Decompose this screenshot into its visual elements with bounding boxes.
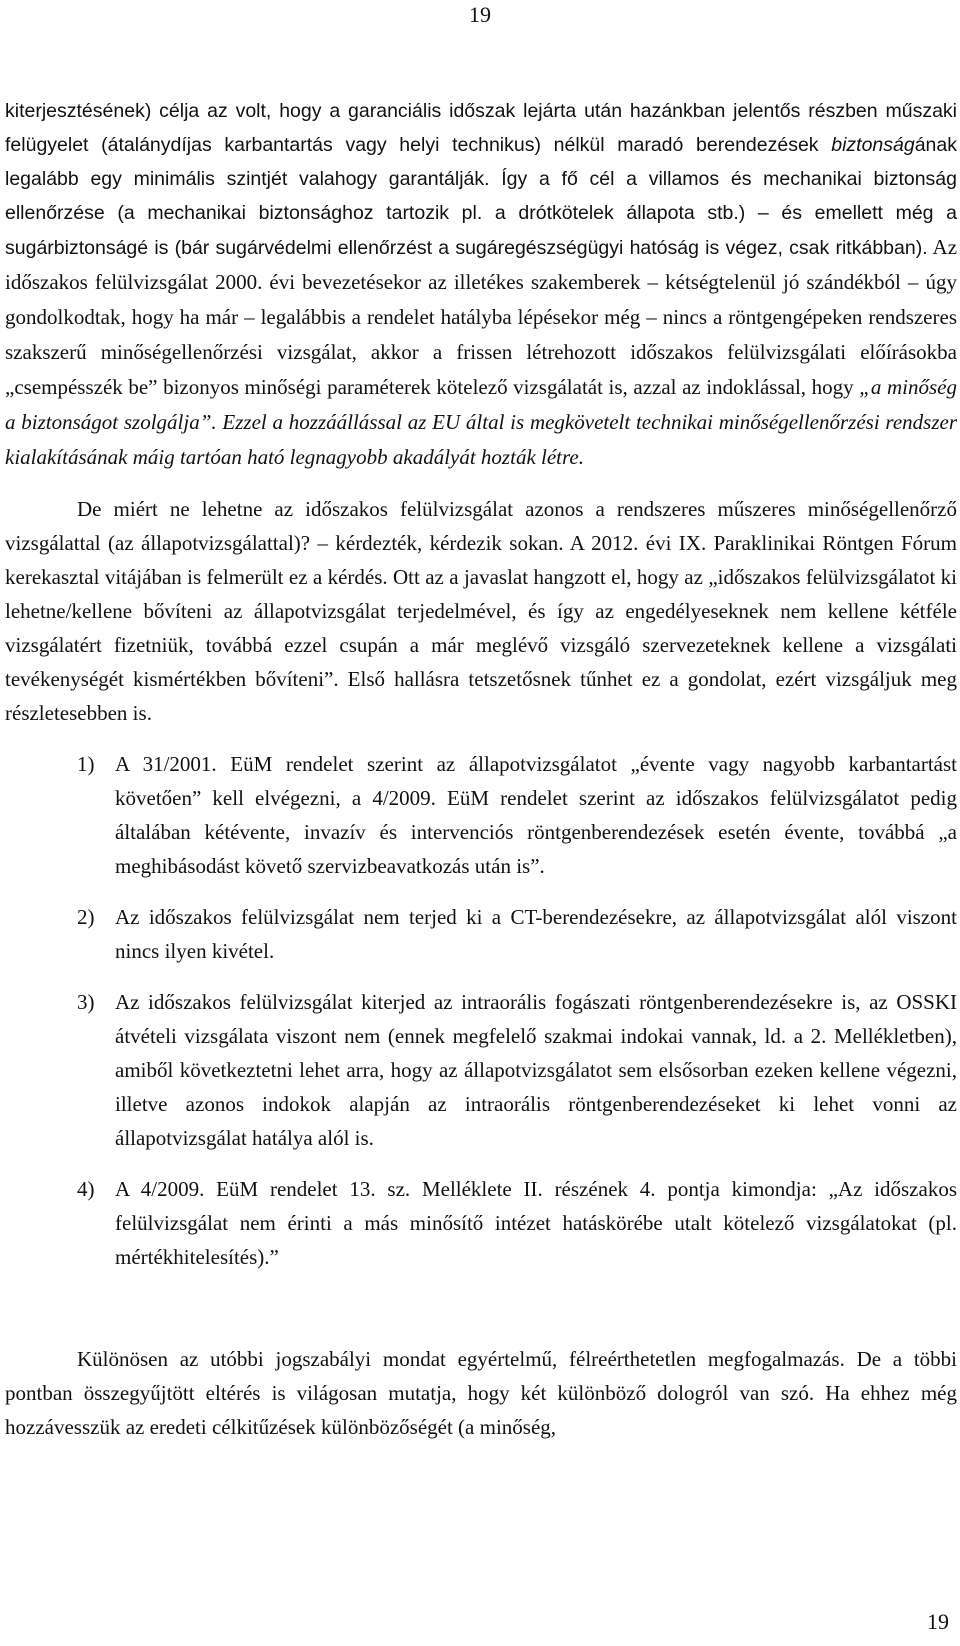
list-item-number: 4): [77, 1177, 95, 1201]
paragraph-1-text-a: kiterjesztésének) célja az volt, hogy a garanciális időszak lejárta után hazánkban jelentős részben műszaki felügyelet (átalánydíjas karbantartás vagy helyi technikus) nélkül maradó berendezések: [5, 100, 957, 156]
list-item-text: Az időszakos felülvizsgálat nem terjed ki a CT-berendezésekre, az állapotvizsgálat alól viszont nincs ilyen kivétel.: [115, 905, 957, 963]
list-item: [5, 985, 957, 1155]
list-item: [5, 900, 957, 968]
paragraph-3: Különösen az utóbbi jogszabályi mondat egyértelmű, félreérthetetlen megfogalmazás. De a többi pontban összegyűjtött eltérés is világosan mutatja, hogy két különböző dologról van szó. Ha ehhez még hozzávesszük az eredeti célkitűzések különbözőségét (a minőség,: [5, 1347, 957, 1439]
paragraph-1-emphasis-c: Ezzel a hozzáállással az EU által is megkövetelt technikai minőségellenőrzési rendszer kialakításának máig tartóan ható legnagyobb akadályát hozták létre.: [5, 410, 957, 469]
page-number-bottom: 19: [927, 1609, 949, 1634]
paragraph-1-text-b: ának legalább egy minimális szintjét valahogy garantálják. Így a fő cél a villamos és mechanikai biztonság ellenőrzése (a mechanikai biztonsághoz tartozik pl. a drótkötelek állapota stb.) – és emellett még a sugárbiztonságé is (bár sugárvédelmi ellenőrzést a sugáregészségügyi hatóság is végez, csak ritkábban).: [5, 134, 957, 259]
list-item-text: A 31/2001. EüM rendelet szerint az állapotvizsgálatot „évente vagy nagyobb karbantartást követően” kell elvégezni, a 4/2009. EüM rendelet szerint az időszakos felülvizsgálatot pedig általában kétévente, invazív és intervenciós röntgenberendezések esetén évente, továbbá „a meghibásodást követő szervizbeavatkozás után is”.: [115, 752, 957, 878]
list-item: [5, 747, 957, 883]
list-item: [5, 1172, 957, 1274]
page-number-top: 19: [469, 2, 491, 27]
paragraph-1-emphasis-b: „a minőség a biztonságot szolgálja”.: [5, 375, 957, 434]
list-item-number: 2): [77, 905, 95, 929]
paragraph-2: De miért ne lehetne az időszakos felülvizsgálat azonos a rendszeres műszeres minőségellenőrző vizsgálattal (az állapotvizsgálattal)? – kérdezték, kérdezik sokan. A 2012. évi IX. Paraklinikai Röntgen Fórum kerekasztal vitájában is felmerült ez a kérdés. Ott az a javaslat hangzott el, hogy az „időszakos felülvizsgálatot ki lehetne/kellene bővíteni az állapotvizsgálat terjedelmével, és így az engedélyeseknek nem kellene kétféle vizsgálatért fizetniük, továbbá ezzel csupán a már meglévő vizsgáló szervezeteknek kellene a vizsgálati tevékenységét kismértékben bővíteni”. Első hallásra tetszetősnek tűnhet ez a gondolat, ezért vizsgáljuk meg részletesebben is.: [5, 497, 957, 725]
list-item-number: 3): [77, 990, 95, 1014]
paragraph-1-text-c: Az időszakos felülvizsgálat 2000. évi bevezetésekor az illetékes szakemberek – kétségtelenül jó szándékból – úgy gondolkodtak, hogy ha már – legalábbis a rendelet hatályba lépésekor még – nincs a röntgengépeken rendszeres szakszerű minőségellenőrzési vizsgálat, akkor a frissen létrehozott időszakos felülvizsgálati előírásokba „csempésszék be” bizonyos minőségi paraméterek kötelező vizsgálatát is, azzal az indoklással, hogy: [5, 235, 958, 399]
list-item-text: Az időszakos felülvizsgálat kiterjed az intraorális fogászati röntgenberendezésekre is, az OSSKI átvételi vizsgálata viszont nem (ennek megfelelő szakmai indokai vannak, ld. a 2. Mellékletben), amiből következtetni lehet arra, hogy az állapotvizsgálatot sem elsősorban ezeken kellene végezni, illetve azonos indokok alapján az intraorális röntgenberendezéseket ki lehet vonni az állapotvizsgálat hatálya alól is.: [115, 990, 957, 1150]
paragraph-1-emphasis-a: biztonság: [831, 134, 915, 156]
list-item-number: 1): [77, 752, 95, 776]
paragraph-1: [5, 94, 957, 475]
list-item-text: A 4/2009. EüM rendelet 13. sz. Melléklete II. részének 4. pontja kimondja: „Az időszakos felülvizsgálat nem érinti a más minősítő intézet hatáskörébe utalt kötelező vizsgálatokat (pl. mértékhitelesítés).”: [115, 1177, 957, 1269]
numbered-list: [5, 747, 957, 1274]
document-body: [5, 94, 957, 1444]
